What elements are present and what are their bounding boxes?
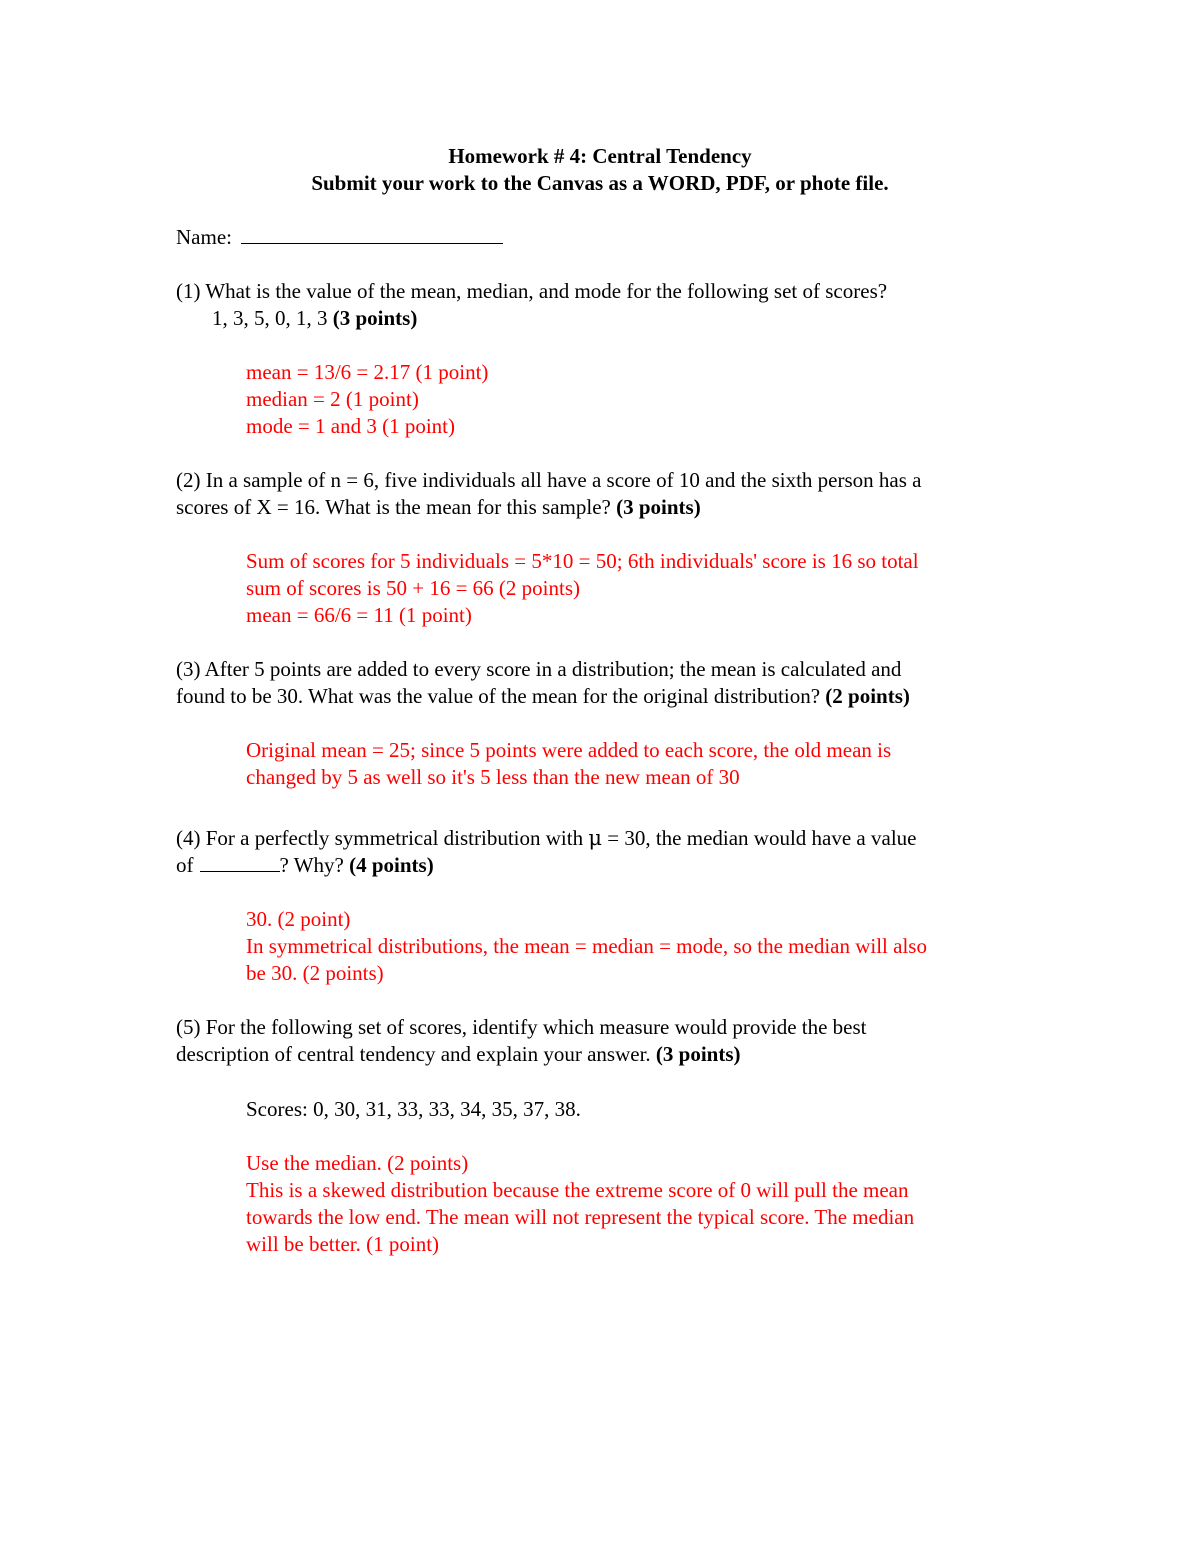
- q1-answer-median: median = 2 (1 point): [246, 387, 419, 411]
- q3-answer-line2: changed by 5 as well so it's 5 less than the new mean of 30: [246, 765, 740, 789]
- q2-points: (3 points): [616, 495, 701, 519]
- name-label: Name:: [176, 225, 232, 249]
- q2-question-line2: [176, 494, 701, 521]
- q3-question-line2: [176, 683, 910, 710]
- q2-answer-line1: Sum of scores for 5 individuals = 5*10 = 50; 6th individuals' score is 16 so total: [246, 549, 919, 573]
- q4-question-pre: (4) For a perfectly symmetrical distribution with: [176, 826, 584, 850]
- q4-why-text: ? Why?: [279, 853, 344, 877]
- mu-symbol: μ: [588, 826, 602, 850]
- q1-question: (1) What is the value of the mean, median, and mode for the following set of scores?: [176, 279, 888, 303]
- q3-points: (2 points): [825, 684, 910, 708]
- q2-question-text: scores of X = 16. What is the mean for this sample?: [176, 495, 611, 519]
- q3-question-line1: (3) After 5 points are added to every score in a distribution; the mean is calculated and: [176, 657, 902, 681]
- q4-answer-line2: In symmetrical distributions, the mean = median = mode, so the median will also: [246, 934, 927, 958]
- q4-question-post: = 30, the median would have a value: [607, 826, 917, 850]
- q2-answer-line2: sum of scores is 50 + 16 = 66 (2 points): [246, 576, 581, 600]
- q5-answer-line1: Use the median. (2 points): [246, 1151, 469, 1175]
- q1-answer-mode: mode = 1 and 3 (1 point): [246, 414, 455, 438]
- name-blank: [241, 224, 503, 244]
- q2-question-line1: (2) In a sample of n = 6, five individuals all have a score of 10 and the sixth person has a: [176, 468, 922, 492]
- q1-answer-mean: mean = 13/6 = 2.17 (1 point): [246, 360, 489, 384]
- q4-answer-blank: [200, 852, 280, 872]
- q1-points: (3 points): [332, 306, 418, 330]
- q4-points: (4 points): [349, 853, 434, 877]
- q1-scores-line: [212, 305, 417, 332]
- q5-answer-line4: will be better. (1 point): [246, 1232, 440, 1256]
- q5-question-line1: (5) For the following set of scores, identify which measure would provide the best: [176, 1015, 867, 1039]
- q3-answer-line1: Original mean = 25; since 5 points were added to each score, the old mean is: [246, 738, 892, 762]
- q2-answer-line3: mean = 66/6 = 11 (1 point): [246, 603, 472, 627]
- document-subtitle: Submit your work to the Canvas as a WORD, PDF, or phote file.: [311, 171, 889, 195]
- q4-of-text: of: [176, 853, 194, 877]
- q5-question-line2: [176, 1041, 741, 1068]
- q4-question-line1: [176, 825, 916, 852]
- q5-scores: Scores: 0, 30, 31, 33, 33, 34, 35, 37, 38.: [246, 1097, 581, 1121]
- q1-scores: 1, 3, 5, 0, 1, 3: [212, 306, 328, 330]
- q4-answer-line3: be 30. (2 points): [246, 961, 384, 985]
- q3-question-text: found to be 30. What was the value of the mean for the original distribution?: [176, 684, 821, 708]
- q5-points: (3 points): [655, 1042, 741, 1066]
- q5-answer-line3: towards the low end. The mean will not represent the typical score. The median: [246, 1205, 915, 1229]
- q5-answer-line2: This is a skewed distribution because the extreme score of 0 will pull the mean: [246, 1178, 909, 1202]
- q5-question-text: description of central tendency and explain your answer.: [176, 1042, 651, 1066]
- document-title: Homework # 4: Central Tendency: [448, 144, 752, 168]
- name-field: [176, 224, 503, 251]
- q4-answer-line1: 30. (2 point): [246, 907, 351, 931]
- q4-question-line2: [176, 852, 434, 879]
